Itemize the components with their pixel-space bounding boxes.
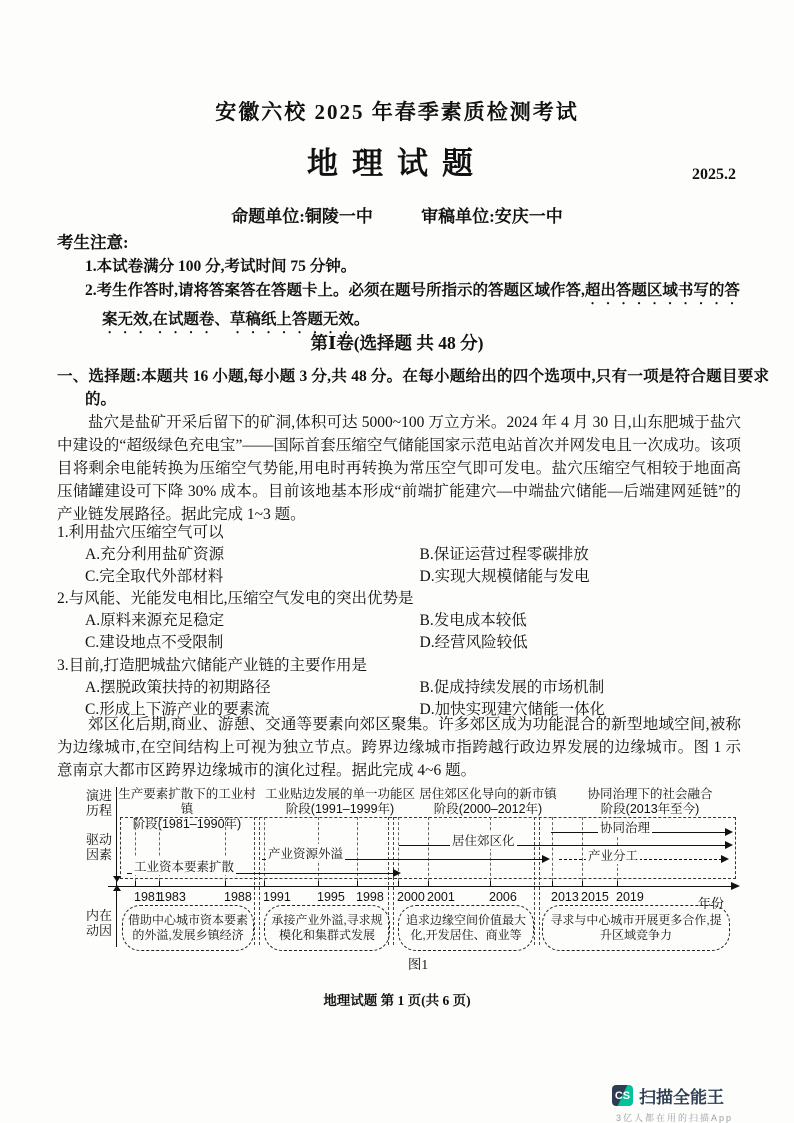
question-2-stem: 2.与风能、光能发电相比,压缩空气发电的突出优势是 — [57, 590, 414, 607]
option — [85, 544, 420, 566]
stage-title-text: 协同治理下的社会融合 — [587, 787, 713, 801]
notice-block — [57, 231, 741, 337]
year-tick: 1991 — [263, 890, 291, 904]
watermark-app-name: 扫描全能王 — [639, 1088, 724, 1107]
question-1-options-cd — [57, 566, 741, 588]
camscanner-logo-icon: CS — [612, 1085, 633, 1106]
option — [420, 610, 741, 632]
option-label: D. — [419, 568, 435, 585]
option — [85, 566, 420, 588]
figure-caption: 图1 — [407, 957, 429, 972]
row-label-evolution: 演进历程 — [85, 788, 112, 818]
option-label: A. — [85, 546, 101, 563]
notice-item-1: 1.本试卷满分 100 分,考试时间 75 分钟。 — [85, 258, 357, 275]
option-label: B. — [419, 546, 434, 563]
motive-box-1: 借助中心城市资本要素的外溢,发展乡镇经济 — [122, 905, 254, 951]
stage-title-text: 生产要素扩散下的工业村镇 — [118, 787, 256, 816]
year-tick: 2001 — [427, 890, 455, 904]
year-tick: 1981 — [134, 890, 162, 904]
stage-separator — [254, 817, 260, 945]
option-label: D. — [419, 634, 435, 651]
question-2-options-cd — [57, 632, 741, 654]
option-text: 发电成本较低 — [433, 612, 527, 629]
arrow-label-industrial-division: 产业分工 — [586, 846, 640, 864]
stage-title-years: 阶段(2013年至今) — [600, 802, 700, 816]
stage-title-text: 居住郊区化导向的新市镇 — [419, 787, 557, 801]
year-tick: 1988 — [224, 890, 252, 904]
arrow-label-industrial-capital-diffusion: 工业资本要素扩散 — [132, 857, 236, 875]
option-text: 原料来源充足稳定 — [100, 612, 225, 629]
arrow-label-industry-resource-spillover: 产业资源外溢 — [266, 844, 345, 862]
option-text: 经营风险较低 — [434, 634, 528, 651]
row-label-motives: 内在动因 — [85, 908, 112, 938]
row-label-drivers: 驱动因素 — [85, 832, 112, 862]
notice-item-2-prefix: 2.考生作答时,请将答案答在答题卡上。必须在题号所指示的答题区域作答, — [85, 282, 585, 299]
year-tick: 2015 — [581, 890, 609, 904]
option — [420, 632, 741, 654]
question-3 — [57, 655, 741, 721]
subject-title-row — [0, 138, 794, 186]
year-tick: 2006 — [489, 890, 517, 904]
option-text: 完全取代外部材料 — [99, 568, 224, 585]
stage-separator — [534, 817, 540, 945]
option-label: A. — [85, 612, 101, 629]
year-tick: 1995 — [317, 890, 345, 904]
option-text: 建设地点不受限制 — [99, 634, 224, 651]
option — [85, 610, 420, 632]
option-text: 形成上下游产业的要素流 — [99, 701, 270, 718]
year-tick: 2013 — [551, 890, 579, 904]
motive-box-3: 追求边缘空间价值最大化,开发居住、商业等 — [398, 905, 534, 951]
passage-salt-cavern: 盐穴是盐矿开采后留下的矿洞,体积可达 5000~100 万立方米。2024 年 4 月 30 日,山东肥城于盐穴中建设的“超级绿色充电宝”——国际首套压缩空气储能国家示范电站首次并网发电且一次成功。该项目将剩余电能转换为压缩空气势能,用电时再转换为常压空气即可发电。盐穴压缩空气相较于地面高压储罐建设可下降 30% 成本。目前该地基本形成“前端扩能建穴—中端盐穴储能—后端建网延链”的产业链发展路径。据此完成 1~3 题。 — [57, 414, 741, 523]
watermark-row — [612, 1083, 787, 1108]
timeline-axis — [108, 886, 738, 887]
stage-3-title — [418, 787, 558, 817]
option — [85, 632, 420, 654]
scanner-watermark — [612, 1083, 787, 1123]
stage-2-title — [262, 787, 418, 817]
stage-title-years: 阶段(1981–1990年) — [132, 817, 242, 831]
volume1-title: 第Ⅰ卷(选择题 共 48 分) — [310, 333, 484, 353]
figure-1-diagram — [84, 787, 752, 979]
arrow-industrial-division — [559, 859, 727, 860]
stage-title-years: 阶段(2000–2012年) — [433, 802, 543, 816]
question-1 — [57, 522, 741, 588]
question-1-options-ab — [57, 544, 741, 566]
option — [420, 677, 741, 699]
option — [420, 566, 741, 588]
arrow-residential-suburbanization — [399, 845, 731, 846]
stage-title-years: 阶段(1991–1999年) — [285, 802, 395, 816]
option-label: B. — [419, 679, 434, 696]
option-label: C. — [85, 701, 100, 718]
option-label: B. — [419, 612, 434, 629]
subject-title: 地理试题 — [307, 146, 487, 181]
option-text: 充分利用盐矿资源 — [100, 546, 225, 563]
option-text: 保证运营过程零碳排放 — [433, 546, 589, 563]
option-text: 实现大规模储能与发电 — [434, 568, 590, 585]
option — [420, 544, 741, 566]
watermark-tagline: 3亿人都在用的扫描App — [616, 1113, 734, 1123]
option-text: 加快实现建穴储能一体化 — [434, 701, 606, 718]
option-text: 摆脱政策扶持的初期路径 — [100, 679, 271, 696]
option-text: 促成持续发展的市场机制 — [433, 679, 605, 696]
year-tick: 1998 — [356, 890, 384, 904]
units-line — [0, 202, 794, 227]
question-3-stem: 3.目前,打造肥城盐穴储能产业链的主要作用是 — [57, 657, 368, 674]
motive-box-2: 承接产业外溢,寻求规模化和集群式发展 — [264, 905, 390, 951]
question-1-stem: 1.利用盐穴压缩空气可以 — [57, 524, 224, 541]
arrow-label-collaborative-governance: 协同治理 — [598, 818, 652, 836]
stage-4-title — [562, 787, 738, 817]
question-2-options-ab — [57, 610, 741, 632]
arrow-label-residential-suburbanization: 居住郊区化 — [450, 831, 517, 849]
setter-unit: 命题单位:铜陵一中 — [231, 207, 373, 226]
year-tick: 1983 — [158, 890, 186, 904]
school-line: 安徽六校 2025 年春季素质检测考试 — [215, 100, 579, 124]
page-footer: 地理试题 第 1 页(共 6 页) — [323, 993, 471, 1008]
year-tick: 2019 — [616, 890, 644, 904]
option-label: D. — [419, 701, 435, 718]
question-2 — [57, 588, 741, 654]
exam-date: 2025.2 — [692, 166, 736, 183]
passage-edge-city: 郊区化后期,商业、游憩、交通等要素向郊区聚集。许多郊区成为功能混合的新型地域空间,被称为边缘城市,在空间结构上可视为独立节点。跨界边缘城市指跨越行政边界发展的边缘城市。图 1 示意南京大都市区跨界边缘城市的演化过程。据此完成 4~6 题。 — [57, 716, 741, 779]
option — [85, 677, 420, 699]
notice-title: 考生注意: — [57, 233, 129, 252]
stage-title-text: 工业贴边发展的单一功能区 — [264, 787, 415, 801]
notice-item-2 — [85, 279, 741, 337]
axis-label-year: 年份 — [698, 896, 725, 911]
notice-item-2-emphasis: 超出答题区域书写的答案无效,在试题卷、草稿纸上答题无效。 — [102, 282, 740, 328]
option-label: A. — [85, 679, 101, 696]
question-3-options-ab — [57, 677, 741, 699]
option-label: C. — [85, 568, 100, 585]
reviewer-unit: 审稿单位:安庆一中 — [421, 207, 563, 226]
section-one-heading: 一、选择题:本题共 16 小题,每小题 3 分,共 48 分。在每小题给出的四个选项中,只有一项是符合题目要求的。 — [57, 368, 769, 408]
option-label: C. — [85, 634, 100, 651]
year-tick: 2000 — [397, 890, 425, 904]
motive-box-4: 寻求与中心城市开展更多合作,提升区域竞争力 — [542, 905, 730, 951]
